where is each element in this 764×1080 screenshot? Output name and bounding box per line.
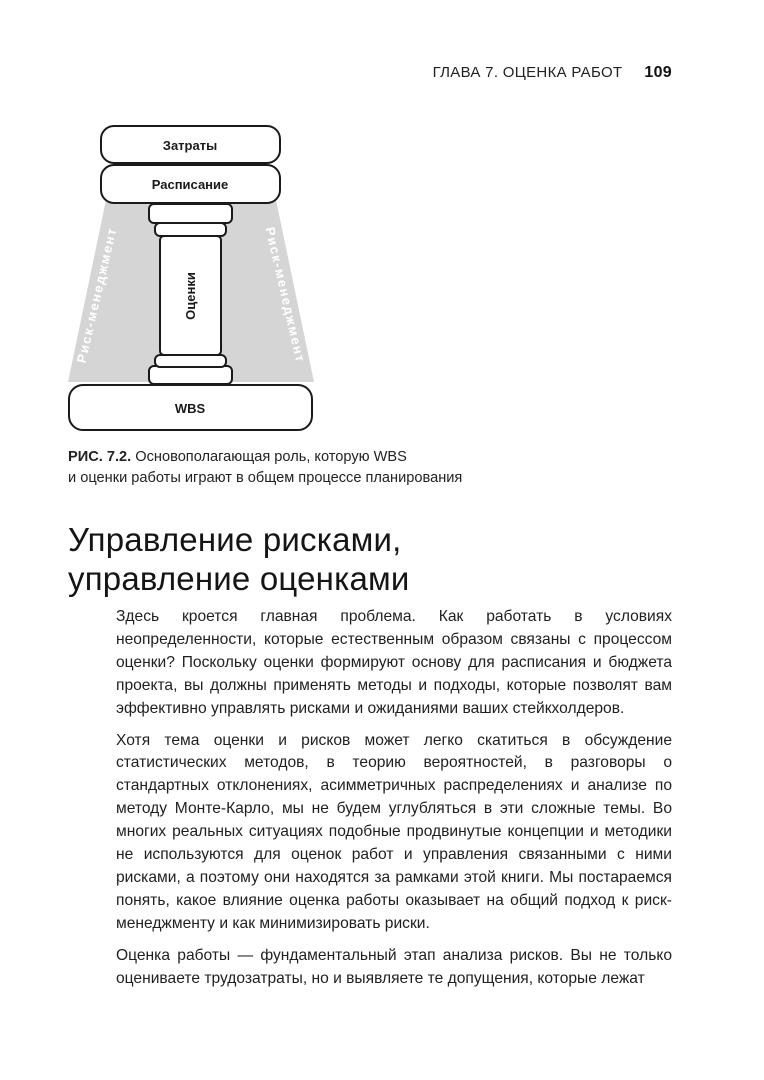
caption-label: РИС. 7.2. bbox=[68, 449, 132, 465]
figure-caption bbox=[68, 447, 688, 489]
costs-label: Затраты bbox=[162, 138, 218, 153]
paragraph-1: Здесь кроется главная проблема. Как работать в условиях неопределенности, которые естественным образом связаны с процессом оценки? Поскольку оценки формируют основу для расписания и бюджета проекта, вы должны применять методы и подходы, которые позволят вам эффективно управлять рисками и ожиданиями ваших стейкхолдеров. bbox=[116, 608, 672, 717]
section-title bbox=[68, 520, 708, 598]
caption-line-1: Основополагающая роль, которую WBS bbox=[135, 449, 407, 465]
paragraph-3: Оценка работы — фундаментальный этап анализа рисков. Вы не только оцениваете трудозатраты, но и выявляете те допущения, которые лежат bbox=[116, 946, 672, 987]
column-plinth bbox=[149, 366, 232, 384]
schedule-label: Расписание bbox=[151, 177, 229, 192]
chapter-title: ГЛАВА 7. ОЦЕНКА РАБОТ bbox=[432, 64, 623, 81]
caption-line-2: и оценки работы играют в общем процессе планирования bbox=[68, 470, 463, 486]
paragraph-2: Хотя тема оценки и рисков может легко скатиться в обсуждение статистических методов, в теорию вероятностей, в разговоры о стандартных отклонениях, асимметричных распределениях и анализе по методу Монте-Карло, мы не будем углубляться в эти сложные темы. Во многих реальных ситуациях подобные продвинутые концепции и методики не используются для оценок работ и управления связанными с ними рисками, а поэтому они находятся за рамками этой книги. Мы постараемся понять, какое влияние оценка работы оказывает на общий подход к риск-менеджменту и как минимизировать риски. bbox=[116, 731, 672, 932]
column-foot-ring bbox=[155, 355, 226, 367]
pyramid-figure bbox=[0, 0, 764, 440]
section-title-line-2: управление оценками bbox=[68, 560, 410, 597]
body-text bbox=[116, 606, 672, 1000]
column-label: Оценки bbox=[183, 272, 198, 320]
section-title-line-1: Управление рисками, bbox=[68, 521, 402, 558]
page-number: 109 bbox=[644, 64, 672, 81]
column-capital bbox=[149, 204, 232, 223]
figure-canvas bbox=[0, 0, 764, 440]
risk-label-right: Риск-менеджмент bbox=[262, 225, 309, 365]
risk-label-left: Риск-менеджмент bbox=[73, 225, 120, 365]
column-top-ring bbox=[155, 223, 226, 236]
wbs-label: WBS bbox=[174, 401, 206, 416]
